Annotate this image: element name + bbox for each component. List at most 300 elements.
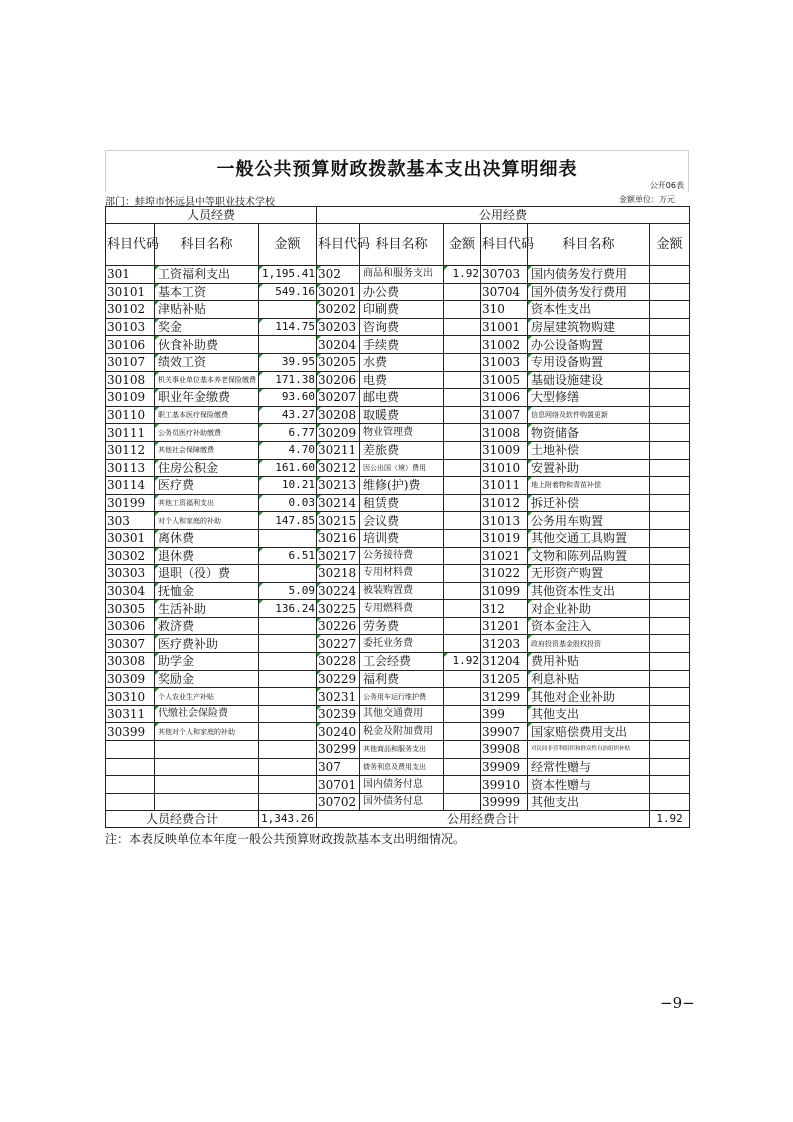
amount-cell — [650, 459, 690, 477]
name-cell: 机关事业单位基本养老保险缴费 — [155, 371, 259, 389]
amount-cell — [444, 512, 481, 530]
expense-table — [105, 206, 690, 828]
code-cell: 31010 — [481, 459, 528, 477]
group-public: 公用经费 — [317, 207, 690, 224]
table-row — [106, 283, 690, 301]
name-cell: 印刷费 — [360, 301, 444, 319]
amount-cell — [650, 723, 690, 741]
amount-cell — [650, 266, 690, 284]
name-cell: 对企业补助 — [528, 600, 650, 618]
name-cell: 退职（役）费 — [155, 565, 259, 583]
code-cell — [106, 758, 155, 776]
table-row — [106, 705, 690, 723]
name-cell: 咨询费 — [360, 318, 444, 336]
amount-cell — [444, 758, 481, 776]
amount-cell — [259, 635, 317, 653]
amount-cell: 39.95 — [259, 353, 317, 371]
name-cell — [155, 741, 259, 759]
code-cell: 399 — [481, 705, 528, 723]
code-cell: 39910 — [481, 776, 528, 794]
name-cell: 电费 — [360, 371, 444, 389]
name-cell: 职业年金缴费 — [155, 389, 259, 407]
name-cell: 政府投资基金股权投资 — [528, 635, 650, 653]
code-cell: 39908 — [481, 741, 528, 759]
amount-cell — [444, 477, 481, 495]
amount-cell — [444, 723, 481, 741]
amount-cell — [650, 758, 690, 776]
unit-label: 金额单位：万元 — [619, 195, 675, 204]
amount-cell — [444, 336, 481, 354]
table-row — [106, 336, 690, 354]
name-cell: 其他工资福利支出 — [155, 494, 259, 512]
code-cell: 30217 — [317, 547, 360, 565]
code-cell: 31007 — [481, 406, 528, 424]
name-cell: 其他交通费用 — [360, 705, 444, 723]
name-cell: 奖励金 — [155, 670, 259, 688]
table-row — [106, 758, 690, 776]
name-cell: 绩效工资 — [155, 353, 259, 371]
code-cell: 30212 — [317, 459, 360, 477]
amount-cell: 5.09 — [259, 582, 317, 600]
table-row — [106, 776, 690, 794]
code-cell: 301 — [106, 266, 155, 284]
name-cell: 公务接待费 — [360, 547, 444, 565]
name-cell: 信息网络及软件购置更新 — [528, 406, 650, 424]
table-row — [106, 371, 690, 389]
name-cell: 其他社会保障缴费 — [155, 441, 259, 459]
name-cell: 资本性赠与 — [528, 776, 650, 794]
code-cell: 39999 — [481, 793, 528, 811]
code-cell: 30102 — [106, 301, 155, 319]
amount-cell: 136.24 — [259, 600, 317, 618]
name-cell: 专用设备购置 — [528, 353, 650, 371]
table-row — [106, 635, 690, 653]
code-cell: 30309 — [106, 670, 155, 688]
footnote: 注：本表反映单位本年度一般公共预算财政拨款基本支出明细情况。 — [105, 832, 466, 847]
name-cell: 因公出国（境）费用 — [360, 459, 444, 477]
name-cell: 债务利息及费用支出 — [360, 758, 444, 776]
name-cell: 物业管理费 — [360, 424, 444, 442]
amount-cell — [444, 529, 481, 547]
code-cell: 30215 — [317, 512, 360, 530]
table-row — [106, 301, 690, 319]
name-cell: 委托业务费 — [360, 635, 444, 653]
amount-cell: 161.60 — [259, 459, 317, 477]
name-cell: 房屋建筑物购建 — [528, 318, 650, 336]
code-cell: 30228 — [317, 653, 360, 671]
name-cell: 救济费 — [155, 617, 259, 635]
amount-cell — [259, 617, 317, 635]
table-row — [106, 600, 690, 618]
code-cell: 310 — [481, 301, 528, 319]
amount-cell — [444, 688, 481, 706]
amount-cell — [650, 635, 690, 653]
code-cell: 31008 — [481, 424, 528, 442]
code-cell: 30110 — [106, 406, 155, 424]
table-row — [106, 477, 690, 495]
name-cell: 职工基本医疗保险缴费 — [155, 406, 259, 424]
code-cell: 303 — [106, 512, 155, 530]
code-cell: 30107 — [106, 353, 155, 371]
amount-cell — [650, 283, 690, 301]
amount-cell — [650, 301, 690, 319]
amount-cell — [444, 389, 481, 407]
amount-cell — [650, 371, 690, 389]
code-cell: 31201 — [481, 617, 528, 635]
totals-row — [106, 811, 690, 828]
name-cell: 其他交通工具购置 — [528, 529, 650, 547]
amount-cell — [650, 424, 690, 442]
page-number: −9− — [660, 994, 695, 1012]
name-cell: 基本工资 — [155, 283, 259, 301]
amount-cell — [259, 705, 317, 723]
name-cell: 助学金 — [155, 653, 259, 671]
name-cell — [155, 793, 259, 811]
name-cell: 拆迁补偿 — [528, 494, 650, 512]
code-cell: 30701 — [317, 776, 360, 794]
page-title: 一般公共预算财政拨款基本支出决算明细表 — [216, 159, 578, 180]
code-cell: 30109 — [106, 389, 155, 407]
code-cell: 31204 — [481, 653, 528, 671]
name-cell: 伙食补助费 — [155, 336, 259, 354]
amount-cell — [650, 688, 690, 706]
amount-cell — [259, 723, 317, 741]
code-cell: 30203 — [317, 318, 360, 336]
col-name-3: 科目名称 — [528, 224, 650, 266]
amount-cell: 549.16 — [259, 283, 317, 301]
code-cell: 30310 — [106, 688, 155, 706]
amount-cell — [650, 705, 690, 723]
amount-cell — [444, 600, 481, 618]
code-cell: 31019 — [481, 529, 528, 547]
code-cell: 30201 — [317, 283, 360, 301]
table-row — [106, 582, 690, 600]
name-cell: 专用燃料费 — [360, 600, 444, 618]
name-cell: 资本性支出 — [528, 301, 650, 319]
amount-cell — [650, 477, 690, 495]
amount-cell — [444, 617, 481, 635]
amount-cell: 147.85 — [259, 512, 317, 530]
name-cell: 公务员医疗补助缴费 — [155, 424, 259, 442]
amount-cell: 1.92 — [444, 266, 481, 284]
amount-cell — [444, 459, 481, 477]
amount-cell — [444, 793, 481, 811]
code-cell: 30225 — [317, 600, 360, 618]
col-name-1: 科目名称 — [155, 224, 259, 266]
name-cell: 对民间非营利组织和群众性自治组织补贴 — [528, 741, 650, 759]
code-cell: 30308 — [106, 653, 155, 671]
code-cell: 31012 — [481, 494, 528, 512]
amount-cell — [650, 529, 690, 547]
public-total-label: 公用经费合计 — [317, 811, 650, 828]
code-cell: 30202 — [317, 301, 360, 319]
amount-cell: 43.27 — [259, 406, 317, 424]
amount-cell: 6.77 — [259, 424, 317, 442]
name-cell: 土地补偿 — [528, 441, 650, 459]
code-cell: 30304 — [106, 582, 155, 600]
name-cell: 邮电费 — [360, 389, 444, 407]
amount-cell — [259, 653, 317, 671]
amount-cell — [650, 617, 690, 635]
table-row — [106, 406, 690, 424]
code-cell: 30211 — [317, 441, 360, 459]
name-cell: 抚恤金 — [155, 582, 259, 600]
table-body — [106, 266, 690, 811]
amount-cell: 1,195.41 — [259, 266, 317, 284]
name-cell: 安置补助 — [528, 459, 650, 477]
amount-cell: 171.38 — [259, 371, 317, 389]
code-cell: 30206 — [317, 371, 360, 389]
amount-cell — [650, 793, 690, 811]
amount-cell — [444, 441, 481, 459]
amount-cell — [650, 565, 690, 583]
name-cell — [155, 776, 259, 794]
name-cell: 离休费 — [155, 529, 259, 547]
table-row — [106, 547, 690, 565]
amount-cell — [444, 318, 481, 336]
name-cell: 国内债务发行费用 — [528, 266, 650, 284]
personnel-total-value: 1,343.26 — [259, 811, 317, 828]
table-row — [106, 670, 690, 688]
amount-cell — [259, 565, 317, 583]
name-cell: 国外债务付息 — [360, 793, 444, 811]
code-cell: 30207 — [317, 389, 360, 407]
name-cell: 代缴社会保险费 — [155, 705, 259, 723]
amount-cell — [444, 494, 481, 512]
amount-cell — [444, 371, 481, 389]
amount-cell: 6.51 — [259, 547, 317, 565]
amount-cell — [259, 336, 317, 354]
amount-cell: 114.75 — [259, 318, 317, 336]
col-amount-1: 金额 — [259, 224, 317, 266]
code-cell: 30231 — [317, 688, 360, 706]
code-cell: 31099 — [481, 582, 528, 600]
col-name-2: 科目名称 — [360, 224, 444, 266]
amount-cell — [650, 582, 690, 600]
personnel-total-label: 人员经费合计 — [106, 811, 259, 828]
code-cell — [106, 793, 155, 811]
name-cell: 工资福利支出 — [155, 266, 259, 284]
code-cell: 30208 — [317, 406, 360, 424]
name-cell: 资本金注入 — [528, 617, 650, 635]
col-amount-2: 金额 — [444, 224, 481, 266]
name-cell: 医疗费补助 — [155, 635, 259, 653]
code-cell — [106, 776, 155, 794]
name-cell: 劳务费 — [360, 617, 444, 635]
amount-cell — [650, 547, 690, 565]
amount-cell — [650, 600, 690, 618]
code-cell: 30307 — [106, 635, 155, 653]
name-cell: 国内债务付息 — [360, 776, 444, 794]
title-row — [105, 150, 689, 179]
amount-cell — [444, 776, 481, 794]
department-label: 部门：蚌埠市怀远县中等职业技术学校 — [105, 197, 275, 208]
name-cell: 医疗费 — [155, 477, 259, 495]
code-cell: 31005 — [481, 371, 528, 389]
code-cell: 30199 — [106, 494, 155, 512]
name-cell: 费用补贴 — [528, 653, 650, 671]
amount-cell — [650, 512, 690, 530]
code-cell: 30306 — [106, 617, 155, 635]
name-cell: 个人农业生产补贴 — [155, 688, 259, 706]
amount-cell — [650, 318, 690, 336]
amount-cell — [444, 547, 481, 565]
table-row — [106, 353, 690, 371]
name-cell: 无形资产购置 — [528, 565, 650, 583]
table-row — [106, 389, 690, 407]
amount-cell — [444, 565, 481, 583]
name-cell: 维修(护)费 — [360, 477, 444, 495]
code-cell: 30114 — [106, 477, 155, 495]
name-cell: 办公费 — [360, 283, 444, 301]
table-row — [106, 441, 690, 459]
code-cell: 30311 — [106, 705, 155, 723]
code-cell: 31205 — [481, 670, 528, 688]
amount-cell: 10.21 — [259, 477, 317, 495]
code-cell: 31203 — [481, 635, 528, 653]
column-header-row — [106, 224, 690, 266]
name-cell: 基础设施建设 — [528, 371, 650, 389]
amount-cell — [650, 336, 690, 354]
code-cell: 31003 — [481, 353, 528, 371]
table-row — [106, 318, 690, 336]
amount-cell — [259, 301, 317, 319]
code-cell: 30218 — [317, 565, 360, 583]
code-cell: 30103 — [106, 318, 155, 336]
name-cell: 租赁费 — [360, 494, 444, 512]
form-code-row — [105, 179, 689, 192]
code-cell: 30214 — [317, 494, 360, 512]
amount-cell — [650, 494, 690, 512]
name-cell: 办公设备购置 — [528, 336, 650, 354]
code-cell: 30303 — [106, 565, 155, 583]
col-code-2: 科目代码 — [317, 224, 360, 266]
table-row — [106, 653, 690, 671]
name-cell: 奖金 — [155, 318, 259, 336]
code-cell: 30227 — [317, 635, 360, 653]
code-cell: 30224 — [317, 582, 360, 600]
code-cell: 30113 — [106, 459, 155, 477]
amount-cell — [650, 406, 690, 424]
name-cell: 福利费 — [360, 670, 444, 688]
col-code-1: 科目代码 — [106, 224, 155, 266]
amount-cell — [259, 670, 317, 688]
name-cell: 公务用车购置 — [528, 512, 650, 530]
amount-cell — [650, 653, 690, 671]
code-cell: 30216 — [317, 529, 360, 547]
amount-cell — [650, 670, 690, 688]
name-cell: 其他商品和服务支出 — [360, 741, 444, 759]
amount-cell — [444, 283, 481, 301]
amount-cell — [650, 441, 690, 459]
name-cell: 其他支出 — [528, 793, 650, 811]
table-row — [106, 793, 690, 811]
name-cell: 水费 — [360, 353, 444, 371]
name-cell: 其他对企业补助 — [528, 688, 650, 706]
code-cell: 30302 — [106, 547, 155, 565]
name-cell: 津贴补贴 — [155, 301, 259, 319]
name-cell: 其他资本性支出 — [528, 582, 650, 600]
code-cell: 30240 — [317, 723, 360, 741]
code-cell: 31299 — [481, 688, 528, 706]
table-row — [106, 512, 690, 530]
name-cell: 公务用车运行维护费 — [360, 688, 444, 706]
table-row — [106, 459, 690, 477]
name-cell: 差旅费 — [360, 441, 444, 459]
code-cell: 30106 — [106, 336, 155, 354]
code-cell: 30702 — [317, 793, 360, 811]
name-cell: 取暖费 — [360, 406, 444, 424]
code-cell: 30111 — [106, 424, 155, 442]
col-code-3: 科目代码 — [481, 224, 528, 266]
table-row — [106, 688, 690, 706]
name-cell: 其他对个人和家庭的补助 — [155, 723, 259, 741]
name-cell: 商品和服务支出 — [360, 266, 444, 284]
code-cell: 31006 — [481, 389, 528, 407]
code-cell: 30209 — [317, 424, 360, 442]
table-row — [106, 529, 690, 547]
group-header-row — [106, 207, 690, 224]
code-cell: 31002 — [481, 336, 528, 354]
amount-cell — [444, 582, 481, 600]
code-cell: 302 — [317, 266, 360, 284]
name-cell: 工会经费 — [360, 653, 444, 671]
code-cell: 31013 — [481, 512, 528, 530]
table-row — [106, 424, 690, 442]
amount-cell — [444, 301, 481, 319]
name-cell: 国家赔偿费用支出 — [528, 723, 650, 741]
amount-cell — [650, 741, 690, 759]
code-cell: 30704 — [481, 283, 528, 301]
table-row — [106, 494, 690, 512]
code-cell — [106, 741, 155, 759]
amount-cell — [650, 353, 690, 371]
table-row — [106, 565, 690, 583]
table-row — [106, 617, 690, 635]
amount-cell — [259, 688, 317, 706]
group-personnel: 人员经费 — [106, 207, 317, 224]
name-cell: 税金及附加费用 — [360, 723, 444, 741]
amount-cell — [259, 776, 317, 794]
code-cell: 30205 — [317, 353, 360, 371]
name-cell: 国外债务发行费用 — [528, 283, 650, 301]
amount-cell — [650, 389, 690, 407]
name-cell: 文物和陈列品购置 — [528, 547, 650, 565]
name-cell: 会议费 — [360, 512, 444, 530]
code-cell: 31011 — [481, 477, 528, 495]
name-cell: 生活补助 — [155, 600, 259, 618]
department-row — [105, 192, 689, 206]
code-cell: 30112 — [106, 441, 155, 459]
code-cell: 31001 — [481, 318, 528, 336]
name-cell: 被装购置费 — [360, 582, 444, 600]
name-cell: 对个人和家庭的补助 — [155, 512, 259, 530]
code-cell: 30204 — [317, 336, 360, 354]
code-cell: 30213 — [317, 477, 360, 495]
code-cell: 30703 — [481, 266, 528, 284]
name-cell: 专用材料费 — [360, 565, 444, 583]
code-cell: 30101 — [106, 283, 155, 301]
code-cell: 31009 — [481, 441, 528, 459]
amount-cell — [259, 758, 317, 776]
amount-cell — [444, 406, 481, 424]
code-cell: 39907 — [481, 723, 528, 741]
name-cell: 手续费 — [360, 336, 444, 354]
amount-cell — [650, 776, 690, 794]
name-cell: 物资储备 — [528, 424, 650, 442]
code-cell: 30299 — [317, 741, 360, 759]
code-cell: 30226 — [317, 617, 360, 635]
